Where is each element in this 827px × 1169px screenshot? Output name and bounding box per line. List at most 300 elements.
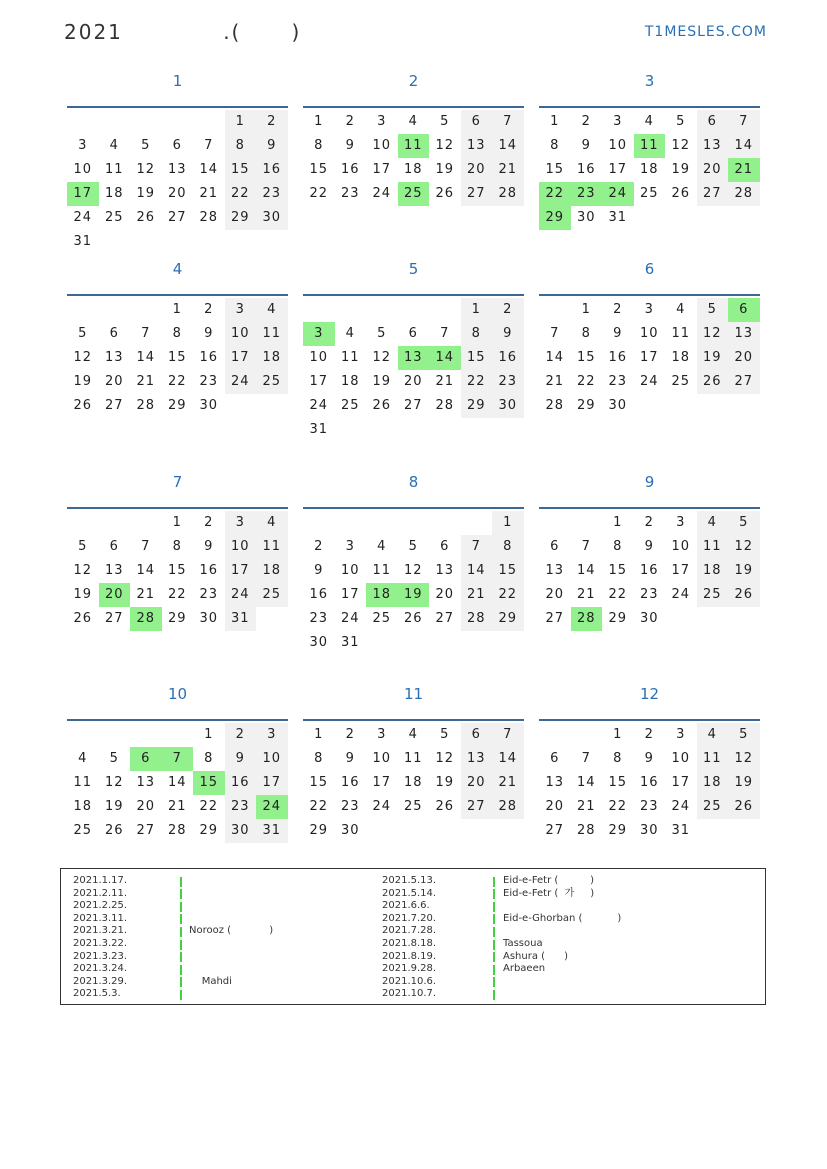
day-cell: 2 (204, 302, 214, 317)
day-cell: 13 (167, 162, 187, 177)
day-grid (67, 723, 288, 843)
day-cell: 3 (256, 723, 288, 747)
day-cell: 6 (461, 110, 493, 134)
day-cell: 20 (728, 346, 760, 370)
day-cell: 21 (492, 158, 524, 182)
day-cell: 20 (545, 587, 565, 602)
day-cell: 27 (136, 823, 156, 838)
day-cell: 28 (492, 182, 524, 206)
day-cell: 4 (408, 114, 418, 129)
month-1 (67, 72, 288, 254)
day-cell: 10 (372, 751, 392, 766)
day-cell: 4 (697, 723, 729, 747)
day-cell: 20 (435, 587, 455, 602)
month-divider (67, 507, 288, 509)
day-cell: 2 (613, 302, 623, 317)
empty-cell (539, 723, 571, 747)
holiday-marker (180, 927, 182, 937)
day-cell: 4 (377, 539, 387, 554)
day-cell: 6 (550, 539, 560, 554)
day-cell: 11 (340, 350, 360, 365)
day-cell: 18 (104, 186, 124, 201)
day-cell: 14 (199, 162, 219, 177)
day-cell: 17 (639, 350, 659, 365)
empty-cell (67, 298, 99, 322)
day-cell: 14 (492, 747, 524, 771)
day-cell: 7 (461, 535, 493, 559)
day-cell: 9 (613, 326, 623, 341)
day-cell: 21 (136, 374, 156, 389)
day-cell: 17 (225, 346, 257, 370)
day-cell: 29 (225, 206, 257, 230)
day-cell: 21 (461, 583, 493, 607)
month-divider (303, 294, 524, 296)
holiday-marker (180, 965, 182, 975)
day-cell: 23 (199, 374, 219, 389)
day-cell: 5 (697, 298, 729, 322)
day-cell: 9 (345, 751, 355, 766)
day-cell: 13 (461, 134, 493, 158)
day-cell: 15 (167, 563, 187, 578)
empty-cell (697, 206, 729, 230)
month-divider (67, 719, 288, 721)
day-cell: 26 (435, 186, 455, 201)
month-divider (539, 507, 760, 509)
month-8 (303, 473, 524, 655)
day-cell: 9 (204, 326, 214, 341)
legend-label: Eid-e-Fetr ( 가 ) (503, 887, 595, 899)
day-cell: 29 (461, 394, 493, 418)
empty-cell (335, 298, 367, 322)
day-cell: 25 (671, 374, 691, 389)
day-cell: 12 (136, 162, 156, 177)
day-cell: 25 (256, 583, 288, 607)
empty-cell (225, 394, 257, 418)
day-cell: 7 (492, 723, 524, 747)
empty-cell (728, 819, 760, 843)
month-divider (539, 294, 760, 296)
day-cell: 18 (340, 374, 360, 389)
day-cell: 6 (550, 751, 560, 766)
day-cell: 15 (461, 346, 493, 370)
day-cell: 30 (199, 398, 219, 413)
day-cell: 3 (303, 322, 335, 346)
day-cell: 19 (398, 583, 430, 607)
day-cell: 8 (550, 138, 560, 153)
day-cell: 28 (545, 398, 565, 413)
day-cell: 13 (461, 747, 493, 771)
day-cell: 17 (309, 374, 329, 389)
day-grid (303, 723, 524, 843)
day-cell: 4 (644, 114, 654, 129)
empty-cell (99, 110, 131, 134)
day-cell: 8 (613, 539, 623, 554)
empty-cell (366, 819, 398, 843)
day-cell: 22 (167, 374, 187, 389)
holiday-legend (60, 868, 766, 1005)
day-cell: 12 (435, 138, 455, 153)
empty-cell (130, 723, 162, 747)
day-cell: 27 (461, 795, 493, 819)
empty-cell (539, 511, 571, 535)
empty-cell (130, 110, 162, 134)
legend-date: 2021.7.28. (382, 925, 437, 937)
legend-date: 2021.3.11. (73, 912, 128, 924)
day-cell: 29 (608, 611, 628, 626)
month-name: 11 (403, 685, 424, 703)
day-cell: 6 (172, 138, 182, 153)
day-cell: 8 (225, 134, 257, 158)
day-cell: 23 (340, 186, 360, 201)
empty-cell (130, 511, 162, 535)
day-cell: 11 (73, 775, 93, 790)
day-cell: 30 (309, 635, 329, 650)
empty-cell (697, 394, 729, 418)
legend-date: 2021.3.29. (73, 975, 128, 987)
holiday-marker (493, 990, 495, 1000)
day-cell: 16 (199, 563, 219, 578)
day-cell: 1 (225, 110, 257, 134)
day-cell: 15 (167, 350, 187, 365)
holiday-marker (180, 889, 182, 899)
empty-cell (335, 418, 367, 442)
day-cell: 3 (345, 539, 355, 554)
day-cell: 14 (576, 775, 596, 790)
day-cell: 15 (608, 563, 628, 578)
day-cell: 26 (671, 186, 691, 201)
day-cell: 10 (671, 751, 691, 766)
day-cell: 28 (461, 607, 493, 631)
day-cell: 24 (671, 587, 691, 602)
day-cell: 25 (73, 823, 93, 838)
day-cell: 27 (403, 398, 423, 413)
empty-cell (67, 511, 99, 535)
day-cell: 23 (199, 587, 219, 602)
day-grid (303, 298, 524, 442)
day-cell: 14 (492, 134, 524, 158)
day-grid (539, 110, 760, 230)
day-cell: 15 (576, 350, 596, 365)
day-cell: 11 (697, 535, 729, 559)
day-cell: 21 (576, 587, 596, 602)
day-cell: 2 (204, 515, 214, 530)
day-cell: 4 (256, 298, 288, 322)
day-cell: 6 (109, 326, 119, 341)
day-cell: 13 (104, 350, 124, 365)
empty-cell (461, 631, 493, 655)
day-cell: 29 (199, 823, 219, 838)
day-cell: 2 (345, 727, 355, 742)
day-cell: 24 (225, 583, 257, 607)
day-cell: 4 (676, 302, 686, 317)
day-cell: 22 (199, 799, 219, 814)
day-cell: 2 (225, 723, 257, 747)
day-cell: 11 (671, 326, 691, 341)
day-cell: 10 (608, 138, 628, 153)
month-2 (303, 72, 524, 206)
day-cell: 28 (167, 823, 187, 838)
empty-cell (99, 723, 131, 747)
day-cell: 12 (728, 747, 760, 771)
day-cell: 7 (204, 138, 214, 153)
day-cell: 1 (314, 114, 324, 129)
empty-cell (571, 723, 603, 747)
day-cell: 14 (136, 350, 156, 365)
day-cell: 3 (225, 511, 257, 535)
day-cell: 4 (408, 727, 418, 742)
day-cell: 20 (461, 158, 493, 182)
month-6 (539, 260, 760, 418)
day-cell: 6 (461, 723, 493, 747)
day-cell: 3 (377, 114, 387, 129)
day-cell: 4 (697, 511, 729, 535)
day-cell: 20 (104, 374, 124, 389)
day-cell: 23 (225, 795, 257, 819)
empty-cell (461, 418, 493, 442)
legend-date: 2021.8.18. (382, 938, 437, 949)
day-cell: 5 (377, 326, 387, 341)
day-cell: 15 (492, 559, 524, 583)
day-cell: 4 (256, 511, 288, 535)
day-cell: 9 (225, 747, 257, 771)
empty-cell (665, 206, 697, 230)
legend-label: Tassoua (503, 938, 543, 949)
empty-cell (492, 631, 524, 655)
day-cell: 27 (545, 823, 565, 838)
month-divider (67, 294, 288, 296)
day-cell: 22 (608, 587, 628, 602)
day-grid (539, 723, 760, 843)
day-cell: 29 (309, 823, 329, 838)
day-cell: 30 (492, 394, 524, 418)
empty-cell (429, 418, 461, 442)
month-3 (539, 72, 760, 230)
day-cell: 5 (440, 114, 450, 129)
day-cell: 3 (225, 298, 257, 322)
day-cell: 18 (697, 559, 729, 583)
day-cell: 7 (728, 110, 760, 134)
day-cell: 9 (644, 539, 654, 554)
day-cell: 16 (225, 771, 257, 795)
empty-cell (398, 511, 430, 535)
day-cell: 9 (581, 138, 591, 153)
day-cell: 18 (403, 775, 423, 790)
holiday-marker (180, 877, 182, 887)
day-cell: 8 (314, 138, 324, 153)
day-cell: 22 (576, 374, 596, 389)
day-cell: 17 (372, 162, 392, 177)
day-cell: 24 (225, 370, 257, 394)
brand-logo[interactable]: T1MESLES.COM (644, 24, 767, 40)
holiday-marker (493, 914, 495, 924)
day-cell: 2 (345, 114, 355, 129)
day-cell: 12 (403, 563, 423, 578)
day-cell: 1 (581, 302, 591, 317)
day-cell: 14 (429, 346, 461, 370)
day-cell: 5 (440, 727, 450, 742)
holiday-marker (493, 940, 495, 950)
day-cell: 30 (225, 819, 257, 843)
day-cell: 28 (136, 398, 156, 413)
day-cell: 19 (372, 374, 392, 389)
day-cell: 2 (314, 539, 324, 554)
day-cell: 7 (550, 326, 560, 341)
day-cell: 29 (539, 206, 571, 230)
day-cell: 25 (697, 583, 729, 607)
legend-date: 2021.5.13. (382, 875, 437, 886)
empty-cell (67, 723, 99, 747)
day-cell: 28 (576, 823, 596, 838)
legend-date: 2021.5.3. (73, 988, 121, 1000)
day-cell: 24 (256, 795, 288, 819)
empty-cell (697, 607, 729, 631)
day-grid (303, 511, 524, 655)
day-cell: 19 (435, 775, 455, 790)
empty-cell (492, 418, 524, 442)
empty-cell (728, 607, 760, 631)
empty-cell (256, 230, 288, 254)
day-cell: 3 (676, 727, 686, 742)
day-cell: 22 (309, 186, 329, 201)
day-cell: 22 (309, 799, 329, 814)
legend-label: Eid-e-Fetr ( ) (503, 875, 594, 886)
legend-label: Mahdi (189, 975, 232, 987)
day-cell: 14 (545, 350, 565, 365)
day-cell: 1 (550, 114, 560, 129)
day-cell: 28 (728, 182, 760, 206)
day-grid (539, 298, 760, 418)
day-cell: 6 (130, 747, 162, 771)
day-cell: 14 (167, 775, 187, 790)
day-cell: 20 (697, 158, 729, 182)
day-cell: 8 (581, 326, 591, 341)
day-cell: 19 (728, 771, 760, 795)
month-divider (67, 106, 288, 108)
day-cell: 17 (67, 182, 99, 206)
empty-cell (193, 230, 225, 254)
day-cell: 12 (671, 138, 691, 153)
empty-cell (67, 110, 99, 134)
empty-cell (193, 110, 225, 134)
day-cell: 27 (435, 611, 455, 626)
day-cell: 3 (644, 302, 654, 317)
day-cell: 30 (256, 206, 288, 230)
day-cell: 16 (199, 350, 219, 365)
holiday-marker (180, 902, 182, 912)
day-cell: 15 (545, 162, 565, 177)
day-cell: 11 (256, 322, 288, 346)
day-cell: 23 (639, 799, 659, 814)
day-cell: 24 (671, 799, 691, 814)
day-cell: 16 (639, 775, 659, 790)
page-title: 2021 .( ) (64, 20, 302, 44)
day-cell: 13 (136, 775, 156, 790)
day-cell: 22 (539, 182, 571, 206)
day-cell: 5 (408, 539, 418, 554)
day-cell: 26 (403, 611, 423, 626)
day-cell: 24 (639, 374, 659, 389)
day-grid (539, 511, 760, 631)
legend-date: 2021.7.20. (382, 912, 437, 924)
day-cell: 22 (492, 583, 524, 607)
day-cell: 19 (73, 587, 93, 602)
day-cell: 17 (256, 771, 288, 795)
day-cell: 31 (73, 234, 93, 249)
holiday-marker (180, 914, 182, 924)
day-cell: 10 (372, 138, 392, 153)
day-cell: 23 (492, 370, 524, 394)
day-cell: 1 (492, 511, 524, 535)
legend-date: 2021.3.23. (73, 950, 128, 962)
day-cell: 19 (728, 559, 760, 583)
day-grid (303, 110, 524, 206)
day-cell: 20 (167, 186, 187, 201)
day-grid (67, 511, 288, 631)
empty-cell (634, 206, 666, 230)
empty-cell (162, 723, 194, 747)
day-cell: 4 (109, 138, 119, 153)
day-cell: 1 (172, 302, 182, 317)
empty-cell (398, 631, 430, 655)
month-4 (67, 260, 288, 418)
month-10 (67, 685, 288, 843)
day-cell: 18 (639, 162, 659, 177)
day-cell: 30 (340, 823, 360, 838)
day-cell: 11 (104, 162, 124, 177)
day-cell: 14 (576, 563, 596, 578)
day-cell: 9 (314, 563, 324, 578)
holiday-marker (493, 952, 495, 962)
day-cell: 21 (435, 374, 455, 389)
empty-cell (99, 298, 131, 322)
day-cell: 28 (199, 210, 219, 225)
day-cell: 2 (492, 298, 524, 322)
day-cell: 4 (78, 751, 88, 766)
month-name: 8 (408, 473, 419, 491)
day-cell: 18 (256, 346, 288, 370)
day-cell: 11 (697, 747, 729, 771)
day-cell: 25 (697, 795, 729, 819)
day-cell: 28 (492, 795, 524, 819)
empty-cell (256, 607, 288, 631)
day-cell: 13 (728, 322, 760, 346)
day-cell: 14 (461, 559, 493, 583)
empty-cell (697, 819, 729, 843)
day-cell: 28 (571, 607, 603, 631)
day-cell: 16 (340, 775, 360, 790)
day-cell: 7 (162, 747, 194, 771)
day-cell: 20 (461, 771, 493, 795)
month-5 (303, 260, 524, 442)
day-cell: 20 (403, 374, 423, 389)
day-cell: 12 (73, 350, 93, 365)
day-cell: 31 (340, 635, 360, 650)
holiday-marker (493, 927, 495, 937)
day-cell: 10 (256, 747, 288, 771)
day-cell: 29 (167, 611, 187, 626)
day-cell: 13 (104, 563, 124, 578)
month-name: 9 (644, 473, 655, 491)
holiday-marker (493, 965, 495, 975)
day-cell: 3 (78, 138, 88, 153)
day-cell: 24 (372, 186, 392, 201)
day-cell: 3 (676, 515, 686, 530)
empty-cell (429, 631, 461, 655)
day-cell: 16 (309, 587, 329, 602)
empty-cell (130, 230, 162, 254)
holiday-marker (493, 977, 495, 987)
day-cell: 18 (403, 162, 423, 177)
